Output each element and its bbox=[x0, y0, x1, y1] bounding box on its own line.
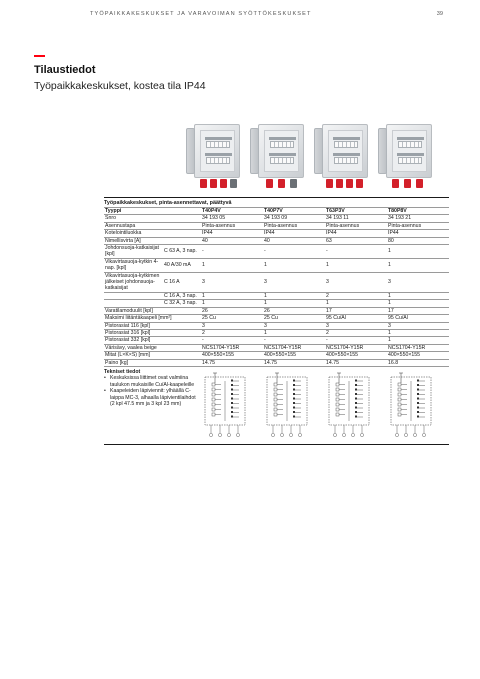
table-cell: NCS1704-Y15R bbox=[325, 344, 387, 351]
page-title: Tilaustiedot bbox=[34, 64, 96, 76]
row-label: Pistorasiat 316 [kpl] bbox=[104, 329, 201, 336]
table-cell: 1 bbox=[201, 300, 263, 307]
table-row bbox=[104, 237, 449, 244]
table-cell: 1 bbox=[325, 300, 387, 307]
table-cell: 95 Cu/Al bbox=[325, 315, 387, 322]
table-cell: 26 bbox=[201, 307, 263, 314]
product-photo-2 bbox=[250, 124, 308, 188]
running-title: TYÖPAIKKAKESKUKSET JA VARAVOIMAN SYÖTTÖKESKUKSET bbox=[90, 11, 312, 17]
tech-bullet-2: • Kaapeleiden läpiviennit: ylhäällä C-laippa MC-3, alhaalla läpivientilaihdot (2 kpl 47.5 mm ja 3 kpl 23 mm) bbox=[104, 388, 201, 407]
table-cell: 2 bbox=[201, 329, 263, 336]
table-cell: IP44 bbox=[201, 230, 263, 237]
row-label: Kotelointiluokka bbox=[104, 230, 201, 237]
table-row bbox=[104, 337, 449, 344]
table-cell: 3 bbox=[387, 322, 449, 329]
table-cell: 16.8 bbox=[387, 359, 449, 366]
table-cell: 63 bbox=[325, 237, 387, 244]
row-label bbox=[104, 292, 163, 299]
product-photo-4 bbox=[378, 124, 436, 188]
table-cell: NCS1704-Y15R bbox=[201, 344, 263, 351]
table-cell: 25 Cu bbox=[263, 315, 325, 322]
table-cell: 1 bbox=[387, 245, 449, 259]
tech-section bbox=[104, 367, 449, 445]
table-cell: 3 bbox=[325, 272, 387, 292]
table-cell: IP44 bbox=[387, 230, 449, 237]
table-cell: 3 bbox=[263, 322, 325, 329]
table-row bbox=[104, 272, 449, 292]
table-cell: 26 bbox=[263, 307, 325, 314]
table-cell: 1 bbox=[263, 292, 325, 299]
row-label: Värisävy, vaalea beige bbox=[104, 344, 201, 351]
table-cell: 40 bbox=[263, 237, 325, 244]
row-label: Johdonsuoja-katkaisijat [kpl] bbox=[104, 245, 163, 259]
table-cell: 3 bbox=[325, 322, 387, 329]
table-cell: 3 bbox=[263, 272, 325, 292]
row-label: Paino [kg] bbox=[104, 359, 201, 366]
table-row bbox=[104, 359, 449, 366]
header-type-2: T40P7V bbox=[263, 208, 325, 215]
product-photos bbox=[186, 124, 446, 194]
row-label: Vikavirtasuoja-kytkimen jälkeiset johdonsuoja-katkaisijat bbox=[104, 272, 163, 292]
row-sublabel: C 63 A, 3 nap. bbox=[163, 245, 201, 259]
row-label: Varatilamoduulit [kpl] bbox=[104, 307, 201, 314]
table-cell: Pinta-asennus bbox=[387, 222, 449, 229]
table-row bbox=[104, 230, 449, 237]
page-number: 39 bbox=[436, 11, 443, 17]
table-cell: 14.75 bbox=[263, 359, 325, 366]
row-label: Pistorasiat 332 [kpl] bbox=[104, 337, 201, 344]
table-cell: 1 bbox=[325, 258, 387, 272]
tech-heading: Tekniset tiedot bbox=[104, 368, 141, 375]
table-row bbox=[104, 215, 449, 222]
table-cell: 1 bbox=[263, 258, 325, 272]
table-cell: IP44 bbox=[325, 230, 387, 237]
row-sublabel: C 32 A, 3 nap. bbox=[163, 300, 201, 307]
table-cell: 1 bbox=[387, 300, 449, 307]
table-cell: 14.75 bbox=[325, 359, 387, 366]
header-label: Tyyppi bbox=[104, 208, 201, 215]
table-row bbox=[104, 344, 449, 351]
table-header-row bbox=[104, 208, 449, 215]
table-cell: 3 bbox=[201, 272, 263, 292]
tech-bullet-1: • Keskuksissa liittimet ovat valmiina taulukon mukaisille Cu/Al-kaapeleille bbox=[104, 375, 201, 388]
row-label: Mitat (L×K×S) [mm] bbox=[104, 352, 201, 359]
table-cell: 1 bbox=[387, 329, 449, 336]
page-subtitle: Työpaikkakeskukset, kostea tila IP44 bbox=[34, 80, 206, 92]
table-cell: Pinta-asennus bbox=[325, 222, 387, 229]
row-label: Vikavirtasuoja-kytkin 4-nap. [kpl] bbox=[104, 258, 163, 272]
table-cell: 34 193 09 bbox=[263, 215, 325, 222]
table-cell: NCS1704-Y15R bbox=[387, 344, 449, 351]
table-cell: 1 bbox=[387, 258, 449, 272]
table-cell: 1 bbox=[263, 329, 325, 336]
table-cell: 1 bbox=[387, 292, 449, 299]
row-label: Nimellisvirta [A] bbox=[104, 237, 201, 244]
row-label: Asennustapa bbox=[104, 222, 201, 229]
table-row bbox=[104, 258, 449, 272]
table-cell: 1 bbox=[201, 292, 263, 299]
table-cell: 17 bbox=[387, 307, 449, 314]
table-row bbox=[104, 329, 449, 336]
header-type-3: T63P3V bbox=[325, 208, 387, 215]
wiring-diagram-4 bbox=[387, 369, 449, 445]
product-photo-3 bbox=[314, 124, 372, 188]
row-sublabel: 40 A/30 mA bbox=[163, 258, 201, 272]
wiring-diagram-2 bbox=[263, 369, 325, 445]
table-row bbox=[104, 322, 449, 329]
table-cell: Pinta-asennus bbox=[263, 222, 325, 229]
table-cell: 3 bbox=[201, 322, 263, 329]
product-photo-1 bbox=[186, 124, 244, 188]
spec-table bbox=[104, 207, 449, 367]
wiring-diagram-1 bbox=[201, 369, 263, 445]
table-cell: - bbox=[201, 245, 263, 259]
table-cell: 34 193 05 bbox=[201, 215, 263, 222]
table-row bbox=[104, 245, 449, 259]
header-type-1: T40P4V bbox=[201, 208, 263, 215]
table-cell: NCS1704-Y15R bbox=[263, 344, 325, 351]
table-cell: 17 bbox=[325, 307, 387, 314]
table-row bbox=[104, 315, 449, 322]
accent-bar bbox=[34, 55, 45, 57]
tech-info bbox=[104, 369, 201, 444]
table-cell: 400×550×155 bbox=[201, 352, 263, 359]
table-cell: 95 Cu/Al bbox=[387, 315, 449, 322]
table-row bbox=[104, 222, 449, 229]
table-cell: 400×550×155 bbox=[263, 352, 325, 359]
row-label: Pistorasiat 116 [kpl] bbox=[104, 322, 201, 329]
table-cell: - bbox=[201, 337, 263, 344]
table-cell: - bbox=[263, 245, 325, 259]
table-cell: 1 bbox=[387, 337, 449, 344]
table-cell: - bbox=[263, 337, 325, 344]
table-cell: 1 bbox=[263, 300, 325, 307]
table-cell: 25 Cu bbox=[201, 315, 263, 322]
table-cell: - bbox=[325, 245, 387, 259]
table-cell: 40 bbox=[201, 237, 263, 244]
table-cell: 34 193 21 bbox=[387, 215, 449, 222]
table-cell: 400×550×155 bbox=[325, 352, 387, 359]
row-sublabel: C 16 A, 3 nap. bbox=[163, 292, 201, 299]
table-row bbox=[104, 300, 449, 307]
row-label bbox=[104, 300, 163, 307]
order-table bbox=[104, 197, 449, 445]
table-row bbox=[104, 307, 449, 314]
table-cell: 34 193 11 bbox=[325, 215, 387, 222]
row-label: Snro bbox=[104, 215, 201, 222]
table-cell: 1 bbox=[201, 258, 263, 272]
table-cell: 400×550×155 bbox=[387, 352, 449, 359]
table-cell: - bbox=[325, 337, 387, 344]
table-caption: Työpaikkakeskukset, pinta-asennettavat, päättyvä bbox=[104, 197, 449, 207]
table-cell: 2 bbox=[325, 329, 387, 336]
table-cell: 3 bbox=[387, 272, 449, 292]
table-cell: 2 bbox=[325, 292, 387, 299]
table-cell: 80 bbox=[387, 237, 449, 244]
wiring-diagram-3 bbox=[325, 369, 387, 445]
table-cell: IP44 bbox=[263, 230, 325, 237]
table-row bbox=[104, 292, 449, 299]
table-cell: Pinta-asennus bbox=[201, 222, 263, 229]
row-label: Maksimi liitäntäkaapeli [mm²] bbox=[104, 315, 201, 322]
header-type-4: T80P8V bbox=[387, 208, 449, 215]
table-cell: 14.75 bbox=[201, 359, 263, 366]
table-row bbox=[104, 352, 449, 359]
row-sublabel: C 16 A bbox=[163, 272, 201, 292]
